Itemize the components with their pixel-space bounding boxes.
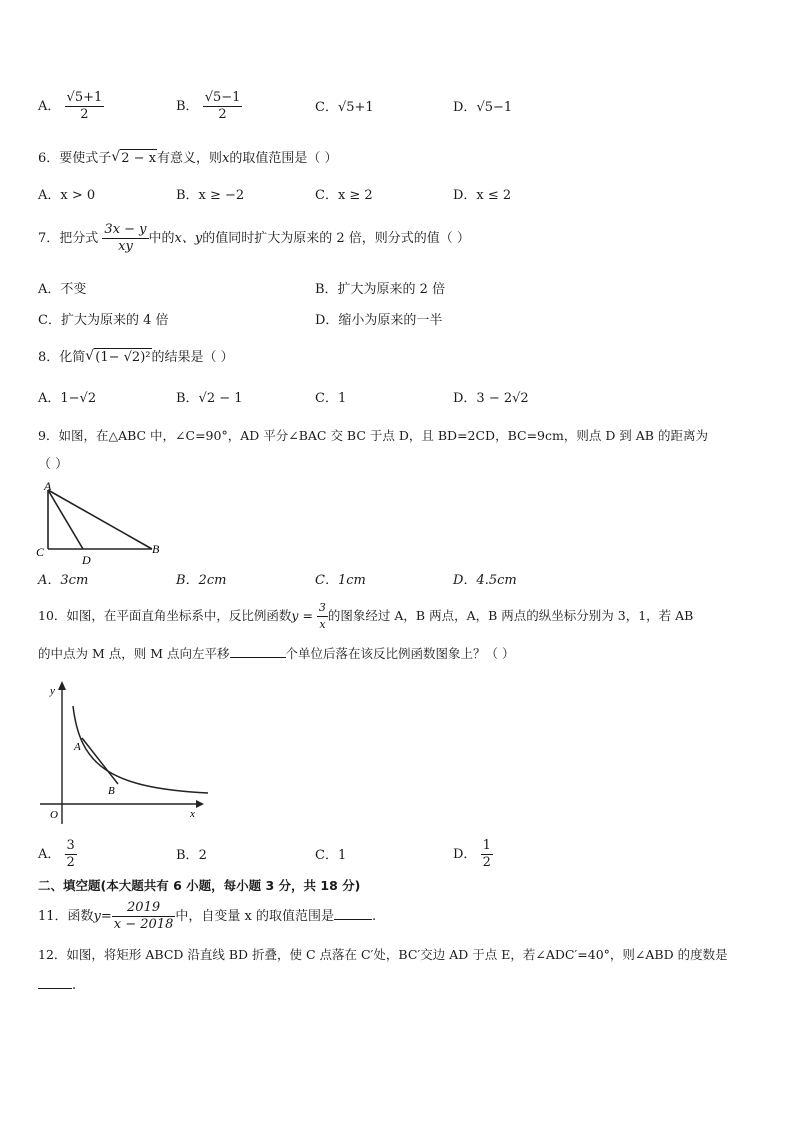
q10-blank xyxy=(230,657,286,658)
q9-triangle-figure xyxy=(30,478,170,570)
q5-option-d: D．√5−1 xyxy=(453,100,513,115)
q9-option-a: A．3cm xyxy=(38,573,89,588)
q10-option-d: D． $\frac{1}{2}$ xyxy=(453,838,491,870)
q6-option-d: D．x ≤ 2 xyxy=(453,188,512,203)
x-axis-arrow xyxy=(196,800,204,808)
q9-option-c: C．1cm xyxy=(315,573,366,588)
q6-option-a: A．x > 0 xyxy=(38,188,96,203)
label-d: D xyxy=(82,553,91,567)
q10-graph-figure xyxy=(30,676,210,826)
q5-option-a: A． $\frac{√5+1}{2}$ xyxy=(38,90,103,122)
q9-option-b: B．2cm xyxy=(176,573,227,588)
q12-stem-line1: 12．如图，将矩形 ABCD 沿直线 BD 折叠，使 C 点落在 C′处，BC′交边 AD 于点 E，若∠ADC′=40°，则∠ABD 的度数是 xyxy=(38,947,728,962)
label-a: A xyxy=(44,479,52,493)
q11-stem: 11．函数y= $\frac{2019}{x - 2018}$ 中，自变量 x 的取值范围是 . xyxy=(38,900,377,932)
q9-stem-line1: 9．如图，在△ABC 中，∠C=90°，AD 平分∠BAC 交 BC 于点 D，且 BD=2CD，BC=9cm，则点 D 到 AB 的距离为 xyxy=(38,428,708,443)
q11-blank xyxy=(334,919,372,920)
q5-option-c: C．√5+1 xyxy=(315,100,374,115)
hyperbola-curve xyxy=(73,706,208,793)
q7-option-a: A．不变 xyxy=(38,282,87,297)
label-b: B xyxy=(152,542,160,556)
q5-option-b: B． $\frac{√5-1}{2}$ xyxy=(176,90,241,122)
q10-stem-line2: 的中点为 M 点，则 M 点向左平移 个单位后落在该反比例函数图象上？（ ） xyxy=(38,646,515,661)
label-y-axis: y xyxy=(50,685,55,697)
q8-option-a: A．1−√2 xyxy=(38,391,97,406)
q6-option-c: C．x ≥ 2 xyxy=(315,188,373,203)
q12-blank xyxy=(38,988,72,989)
label-point-b: B xyxy=(108,785,115,797)
q12-stem-line2: . xyxy=(38,977,76,995)
q5-a-numerator: √5+1 xyxy=(66,90,103,105)
side-ab xyxy=(48,490,152,549)
q10-stem-line1: 10．如图，在平面直角坐标系中，反比例函数y = $\frac{3}{x}$ 的图象经过 A，B 两点，A，B 两点的纵坐标分别为 3，1，若 AB xyxy=(38,601,694,631)
segment-ab xyxy=(82,738,118,784)
q7-option-c: C．扩大为原来的 4 倍 xyxy=(38,313,169,328)
q10-option-b: B．2 xyxy=(176,848,207,863)
q6-option-b: B．x ≥ −2 xyxy=(176,188,245,203)
segment-ad xyxy=(48,490,83,549)
label-x-axis: x xyxy=(190,808,195,820)
q7-stem: 7．把分式 $\frac{3x - y}{xy}$ 中的x、y的值同时扩大为原来的 2 倍，则分式的值（ ） xyxy=(38,222,470,254)
q7-option-d: D．缩小为原来的一半 xyxy=(315,313,443,328)
q10-option-a: A． $\frac{3}{2}$ xyxy=(38,838,75,870)
q8-option-b: B．√2 − 1 xyxy=(176,391,243,406)
q6-stem: 6．要使式子√ 2 − x有意义，则x的取值范围是（ ） xyxy=(38,149,338,168)
q8-option-c: C．1 xyxy=(315,391,347,406)
q9-option-d: D．4.5cm xyxy=(453,573,517,588)
q8-stem: 8．化简√ (1− √2)²的结果是（ ） xyxy=(38,348,234,367)
label-point-a: A xyxy=(74,741,81,753)
q9-stem-line2: （ ） xyxy=(38,457,69,472)
q10-option-c: C．1 xyxy=(315,848,347,863)
label-c: C xyxy=(36,545,45,559)
label-origin: O xyxy=(50,809,58,821)
section-2-title: 二、填空题(本大题共有 6 小题，每小题 3 分，共 18 分) xyxy=(38,878,361,893)
y-axis-arrow xyxy=(58,681,66,690)
q8-option-d: D．3 − 2√2 xyxy=(453,391,529,406)
q7-option-b: B．扩大为原来的 2 倍 xyxy=(315,282,446,297)
